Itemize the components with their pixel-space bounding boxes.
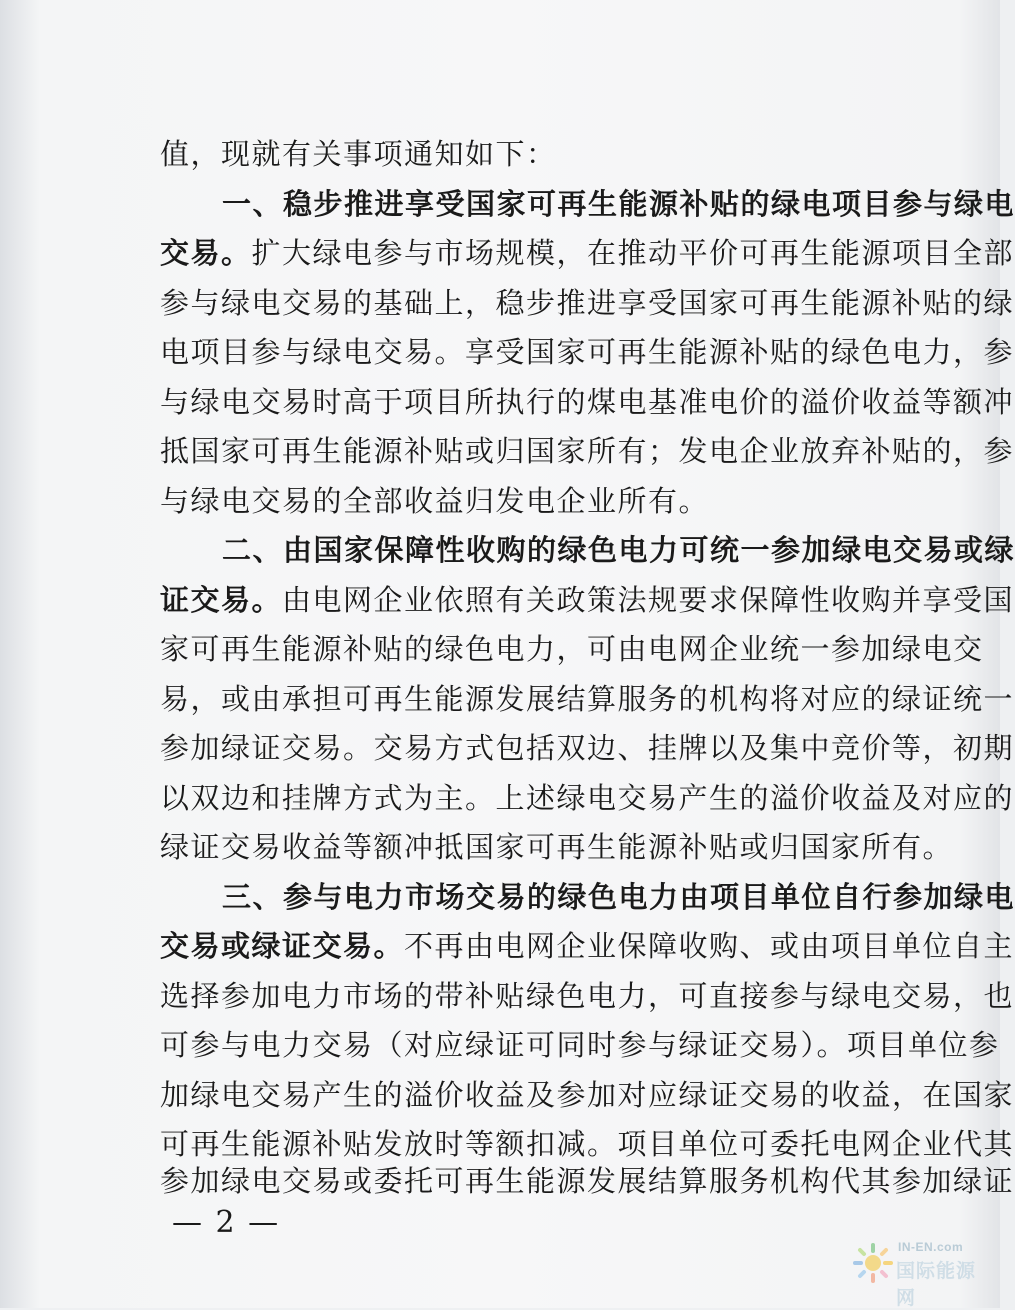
text-line-10 [160, 580, 1015, 620]
line-text: 与绿电交易的全部收益归发电企业所有。 [160, 484, 710, 518]
line-text: 可参与电力交易（对应绿证可同时参与绿证交易）。项目单位参 [160, 1028, 1000, 1062]
text-line-7 [160, 431, 1015, 471]
page-number: — 2 — [172, 1205, 281, 1240]
sun-logo-icon [852, 1242, 894, 1284]
line-text: 由电网企业依照有关政策法规要求保障性收购并享受国 [282, 583, 1015, 617]
line-text: 不再由电网企业保障收购、或由项目单位自主 [404, 929, 1015, 963]
line-text: 参加绿电交易或委托可再生能源发展结算服务机构代其参加绿证 [160, 1164, 1015, 1198]
line-text: 值，现就有关事项通知如下： [160, 137, 557, 171]
text-line-22 [160, 1161, 1015, 1201]
line-text: 抵国家可再生能源补贴或归国家所有；发电企业放弃补贴的，参 [160, 434, 1015, 468]
watermark-en: IN-EN.com [898, 1240, 964, 1254]
text-line-14 [160, 778, 1015, 818]
site-watermark [852, 1236, 992, 1309]
line-text: 可再生能源补贴发放时等额扣减。项目单位可委托电网企业代其 [160, 1127, 1015, 1161]
line-bold-text: 交易。 [160, 236, 252, 270]
section-3-heading-line [222, 877, 1015, 917]
line-bold-text: 交易或绿证交易。 [160, 929, 405, 963]
line-text: 电项目参与绿电交易。享受国家可再生能源补贴的绿色电力，参 [160, 335, 1015, 369]
text-line-13 [160, 728, 1015, 768]
text-line-15 [160, 827, 954, 867]
section-2-heading-line [222, 530, 1015, 570]
line-text: 选择参加电力市场的带补贴绿色电力，可直接参与绿电交易，也 [160, 979, 1015, 1013]
text-line-3 [160, 233, 1015, 273]
line-bold-text: 二、由国家保障性收购的绿色电力可统一参加绿电交易或绿 [222, 533, 1015, 567]
watermark-cn: 国际能源网 [896, 1260, 977, 1309]
line-bold-text: 三、参与电力市场交易的绿色电力由项目单位自行参加绿电 [222, 880, 1015, 914]
text-line-8 [160, 481, 890, 521]
line-text: 参加绿证交易。交易方式包括双边、挂牌以及集中竞价等，初期 [160, 731, 1015, 765]
text-line-5 [160, 332, 1015, 372]
line-text: 与绿电交易时高于项目所执行的煤电基准电价的溢价收益等额冲 [160, 385, 1015, 419]
line-bold-text: 证交易。 [160, 583, 283, 617]
line-text: 绿证交易收益等额冲抵国家可再生能源补贴或归国家所有。 [160, 830, 954, 864]
text-line-11 [160, 629, 984, 669]
section-1-heading-line [222, 184, 1015, 224]
line-bold-text: 一、稳步推进享受国家可再生能源补贴的绿电项目参与绿电 [222, 187, 1015, 221]
text-line-17 [160, 926, 1015, 966]
line-text: 参与绿电交易的基础上，稳步推进享受国家可再生能源补贴的绿 [160, 286, 1015, 320]
text-line-4 [160, 283, 1015, 323]
text-line-21 [160, 1124, 1015, 1164]
line-text: 以双边和挂牌方式为主。上述绿电交易产生的溢价收益及对应的 [160, 781, 1015, 815]
text-line-6 [160, 382, 1015, 422]
text-line-12 [160, 679, 1015, 719]
text-line-19 [160, 1025, 1000, 1065]
text-line-18 [160, 976, 1015, 1016]
line-text: 易，或由承担可再生能源发展结算服务的机构将对应的绿证统一 [160, 682, 1015, 716]
line-text: 家可再生能源补贴的绿色电力，可由电网企业统一参加绿电交 [160, 632, 984, 666]
text-line-20 [160, 1075, 1015, 1115]
text-line-1 [160, 134, 890, 174]
line-text: 扩大绿电参与市场规模，在推动平价可再生能源项目全部 [251, 236, 1015, 270]
line-text: 加绿电交易产生的溢价收益及参加对应绿证交易的收益，在国家 [160, 1078, 1015, 1112]
